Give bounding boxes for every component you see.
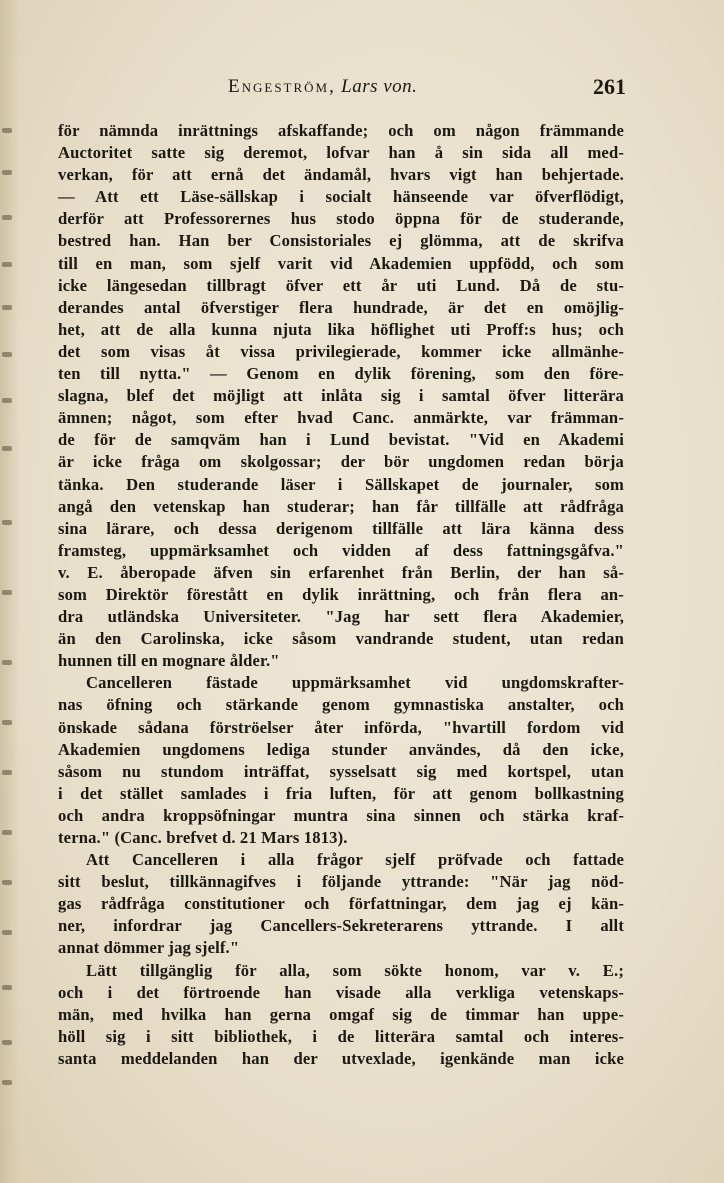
text-line: Auctoritet satte sig deremot, lofvar han å sin sida all med- [58, 143, 624, 163]
text-line: bestred han. Han ber Consistoriales ej glömma, att de skrifva [58, 231, 624, 251]
bleed-mark [2, 720, 12, 725]
bleed-mark [2, 590, 12, 595]
text-line: ner, infordrar jag Cancellers-Sekreterarens yttrande. I allt [58, 916, 624, 936]
bleed-mark [2, 262, 12, 267]
text-line: i det stället samlades i fria luften, för att genom bollkastning [58, 783, 624, 803]
bleed-mark [2, 985, 12, 990]
bleed-mark [2, 305, 12, 310]
text-line: än den Carolinska, icke såsom vandrande student, utan redan [58, 629, 624, 649]
text-line: Cancelleren fästade uppmärksamhet vid ungdomskrafter- [86, 673, 624, 693]
text-line: nas öfning och stärkande genom gymnastiska anstalter, och [58, 695, 624, 715]
bleed-mark [2, 830, 12, 835]
body-text [58, 120, 624, 1070]
text-line: och i det förtroende han visade alla verkliga vetenskaps- [58, 982, 624, 1002]
text-line: det som visas åt vissa privilegierade, kommer icke allmänhe- [58, 341, 624, 361]
bleed-mark [2, 930, 12, 935]
text-line: derför att Professorernes hus stodo öppna för de studerande, [58, 209, 624, 229]
bleed-mark [2, 446, 12, 451]
running-head [228, 76, 417, 98]
text-line: önskade sådana förströelser åter införda, "hvartill fordom vid [58, 717, 624, 737]
text-line: är icke fråga om skolgossar; der bör ungdomen redan börja [58, 452, 624, 472]
text-line: slagna, blef det möjligt att inlåta sig i samtal öfver litterära [58, 386, 624, 406]
text-line: icke längesedan tillbragt öfver ett år uti Lund. Då de stu- [58, 275, 624, 295]
text-line: Att Cancelleren i alla frågor sjelf pröfvade och fattade [86, 850, 624, 870]
running-head-given-name: Lars von. [341, 76, 418, 97]
page-number: 261 [593, 74, 626, 99]
text-line: tänka. Den studerande läser i Sällskapet de journaler, som [58, 474, 624, 494]
text-line: v. E. åberopade äfven sin erfarenhet från Berlin, der han så- [58, 562, 624, 582]
bleed-mark [2, 880, 12, 885]
text-line: såsom nu stundom inträffat, sysselsatt sig med kortspel, utan [58, 761, 624, 781]
page-header [0, 74, 724, 104]
bleed-mark [2, 215, 12, 220]
text-line: verkan, för att ernå det ändamål, hvars vigt han behjertade. [58, 165, 624, 185]
text-line: derandes antal öfverstiger flera hundrade, är det en omöjlig- [58, 297, 624, 317]
text-line: annat dömmer jag sjelf." [58, 938, 240, 958]
text-line: terna." (Canc. brefvet d. 21 Mars 1813). [58, 828, 348, 847]
text-line: höll sig i sitt bibliothek, i de litterära samtal och interes- [58, 1026, 624, 1046]
text-line: sina lärare, och dessa derigenom tillfälle att lära känna dess [58, 518, 624, 538]
text-line: framsteg, uppmärksamhet och vidden af dess fattningsgåfva." [58, 540, 624, 560]
text-line: för nämnda inrättnings afskaffande; och om någon främmande [58, 121, 624, 140]
bleed-mark [2, 520, 12, 525]
bleed-mark [2, 170, 12, 175]
bleed-mark [2, 128, 12, 133]
text-line: dra utländska Universiteter. "Jag har sett flera Akademier, [58, 607, 624, 627]
bleed-mark [2, 1040, 12, 1045]
text-line: santa meddelanden han der utvexlade, igenkände man icke [58, 1048, 624, 1068]
text-line: som Direktör förestått en dylik inrättning, och från flera an- [58, 584, 624, 604]
bleed-mark [2, 352, 12, 357]
bleed-mark [2, 398, 12, 403]
text-line: Lätt tillgänglig för alla, som sökte honom, var v. E.; [86, 960, 624, 980]
text-line: Akademien ungdomens lediga stunder användes, då den icke, [58, 739, 624, 759]
left-margin-bleed-through [0, 0, 20, 1183]
text-line: het, att de alla kunna njuta lika höflighet uti Proff:s hus; och [58, 319, 624, 339]
text-line: till en man, som sjelf varit vid Akademien uppfödd, och som [58, 253, 624, 273]
bleed-mark [2, 660, 12, 665]
text-line: män, med hvilka han gerna omgaf sig de timmar han uppe- [58, 1004, 624, 1024]
bleed-mark [2, 770, 12, 775]
text-line: hunnen till en mognare ålder." [58, 651, 280, 671]
text-line: de för de samqväm han i Lund bevistat. "Vid en Akademi [58, 430, 624, 450]
bleed-mark [2, 1080, 12, 1085]
text-line: ten till nytta." — Genom en dylik förening, som den före- [58, 364, 624, 384]
text-line: ämnen; något, som efter hvad Canc. anmärkte, var främman- [58, 408, 624, 428]
text-line: — Att ett Läse-sällskap i socialt hänseende var öfverflödigt, [58, 187, 624, 207]
text-line: sitt beslut, tillkännagifves i följande yttrande: "När jag nöd- [58, 872, 624, 892]
text-line: angå den vetenskap han studerar; han får tillfälle att rådfråga [58, 496, 624, 516]
running-head-surname: Engeström, [228, 76, 336, 97]
text-line: gas rådfråga constitutioner och författningar, dem jag ej kän- [58, 894, 624, 914]
text-line: och andra kroppsöfningar muntra sina sinnen och stärka kraf- [58, 805, 624, 825]
